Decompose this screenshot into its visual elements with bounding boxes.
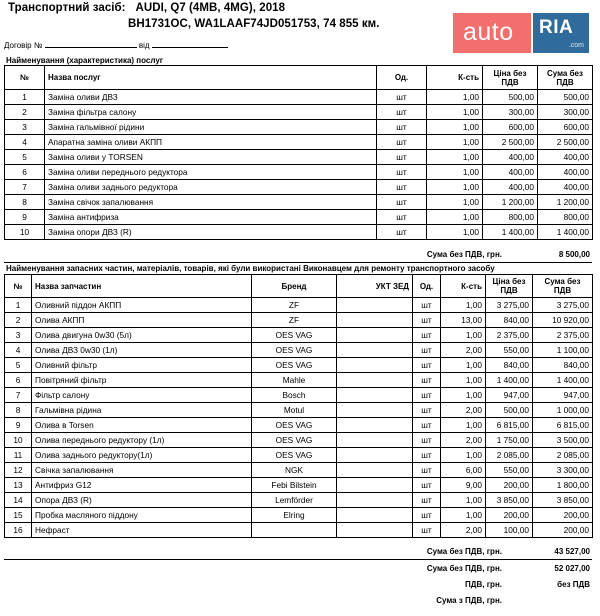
parts-cell-price: 947,00	[486, 388, 533, 403]
parts-cell-brand: OES VAG	[252, 328, 337, 343]
parts-cell-qty: 1,00	[441, 508, 486, 523]
services-total	[0, 250, 592, 262]
parts-cell-brand: ZF	[252, 313, 337, 328]
parts-col-qty-header: К-сть	[441, 275, 486, 298]
services-cell-num: 6	[5, 165, 45, 180]
parts-cell-brand: Febi Bilstein	[252, 478, 337, 493]
services-cell-name: Заміна оливи ДВЗ	[45, 90, 377, 105]
parts-cell-name: Пробка масляного піддону	[32, 508, 252, 523]
services-cell-num: 2	[5, 105, 45, 120]
table-row	[5, 448, 593, 463]
table-row	[5, 478, 593, 493]
services-cell-unit: шт	[377, 180, 427, 195]
parts-cell-unit: шт	[413, 388, 441, 403]
services-total-value: 8 500,00	[558, 250, 590, 259]
parts-cell-sum: 947,00	[533, 388, 593, 403]
logo-com-text: .com	[568, 42, 584, 49]
parts-cell-brand: OES VAG	[252, 448, 337, 463]
summary-row-net	[0, 564, 592, 576]
parts-cell-sum: 2 375,00	[533, 328, 593, 343]
parts-cell-num: 9	[5, 418, 32, 433]
parts-total-label: Сума без ПДВ, грн.	[426, 547, 502, 556]
services-cell-name: Заміна гальмівної рідини	[45, 120, 377, 135]
col-sum-header: Сума без ПДВ	[538, 66, 593, 90]
services-cell-sum: 400,00	[538, 150, 593, 165]
parts-cell-unit: шт	[413, 418, 441, 433]
services-cell-num: 4	[5, 135, 45, 150]
parts-cell-num: 6	[5, 373, 32, 388]
parts-cell-num: 15	[5, 508, 32, 523]
parts-cell-unit: шт	[413, 343, 441, 358]
parts-cell-sum: 1 800,00	[533, 478, 593, 493]
parts-cell-brand: OES VAG	[252, 358, 337, 373]
services-cell-price: 400,00	[483, 150, 538, 165]
parts-cell-num: 11	[5, 448, 32, 463]
services-cell-num: 5	[5, 150, 45, 165]
parts-col-brand-header: Бренд	[252, 275, 337, 298]
contract-number-label: Договір №	[4, 41, 43, 50]
parts-cell-ukt	[337, 508, 413, 523]
services-cell-unit: шт	[377, 105, 427, 120]
services-cell-sum: 1 400,00	[538, 225, 593, 240]
parts-cell-brand: ZF	[252, 298, 337, 313]
parts-cell-ukt	[337, 373, 413, 388]
services-cell-price: 1 200,00	[483, 195, 538, 210]
vehicle-label: Транспортний засіб:	[8, 2, 126, 14]
parts-cell-unit: шт	[413, 523, 441, 538]
parts-cell-name: Свічка запалювання	[32, 463, 252, 478]
parts-cell-sum: 3 850,00	[533, 493, 593, 508]
parts-cell-price: 1 750,00	[486, 433, 533, 448]
services-cell-qty: 1,00	[427, 165, 483, 180]
table-row	[5, 433, 593, 448]
services-cell-sum: 1 200,00	[538, 195, 593, 210]
summary-net-value: 52 027,00	[554, 564, 590, 573]
parts-cell-qty: 2,00	[441, 433, 486, 448]
services-cell-num: 10	[5, 225, 45, 240]
services-cell-unit: шт	[377, 90, 427, 105]
parts-cell-num: 14	[5, 493, 32, 508]
col-qty-header: К-сть	[427, 66, 483, 90]
table-row	[5, 403, 593, 418]
parts-section-title: Найменування запасних частин, матеріалів, товарів, які були використані Виконавцем для ремонту транспортного засобу	[6, 264, 495, 273]
table-row	[5, 523, 593, 538]
parts-cell-sum: 3 300,00	[533, 463, 593, 478]
table-row	[5, 328, 593, 343]
parts-col-ukt-header: УКТ ЗЕД	[337, 275, 413, 298]
services-cell-price: 2 500,00	[483, 135, 538, 150]
parts-cell-brand: OES VAG	[252, 433, 337, 448]
services-cell-qty: 1,00	[427, 225, 483, 240]
logo-auto-text: auto	[453, 13, 531, 53]
parts-cell-qty: 1,00	[441, 493, 486, 508]
parts-cell-price: 840,00	[486, 313, 533, 328]
vehicle-model: AUDI, Q7 (4MB, 4MG), 2018	[135, 2, 286, 14]
parts-col-name-header: Назва запчастин	[32, 275, 252, 298]
col-unit-header: Од.	[377, 66, 427, 90]
parts-cell-qty: 1,00	[441, 388, 486, 403]
services-cell-sum: 600,00	[538, 120, 593, 135]
summary-vat-label: ПДВ, грн.	[465, 580, 502, 589]
parts-cell-brand: OES VAG	[252, 343, 337, 358]
parts-cell-num: 2	[5, 313, 32, 328]
parts-cell-name: Олива ДВЗ 0w30 (1л)	[32, 343, 252, 358]
services-cell-name: Заміна фільтра салону	[45, 105, 377, 120]
services-cell-name: Заміна опори ДВЗ (R)	[45, 225, 377, 240]
parts-cell-qty: 6,00	[441, 463, 486, 478]
parts-cell-sum: 1 000,00	[533, 403, 593, 418]
parts-cell-brand: NGK	[252, 463, 337, 478]
parts-cell-qty: 9,00	[441, 478, 486, 493]
table-row	[5, 180, 593, 195]
table-row	[5, 165, 593, 180]
table-row	[5, 388, 593, 403]
parts-cell-qty: 1,00	[441, 448, 486, 463]
services-cell-sum: 2 500,00	[538, 135, 593, 150]
services-cell-unit: шт	[377, 225, 427, 240]
parts-cell-name: Повітряний фільтр	[32, 373, 252, 388]
services-cell-price: 500,00	[483, 90, 538, 105]
parts-cell-unit: шт	[413, 358, 441, 373]
parts-cell-unit: шт	[413, 433, 441, 448]
parts-cell-ukt	[337, 463, 413, 478]
table-row	[5, 150, 593, 165]
summary-gross-label: Сума з ПДВ, грн.	[436, 596, 502, 605]
services-cell-unit: шт	[377, 195, 427, 210]
table-row	[5, 463, 593, 478]
parts-cell-price: 550,00	[486, 463, 533, 478]
parts-total-rule	[4, 559, 592, 560]
table-row	[5, 120, 593, 135]
parts-cell-name: Фільтр салону	[32, 388, 252, 403]
parts-cell-unit: шт	[413, 403, 441, 418]
parts-cell-sum: 3 275,00	[533, 298, 593, 313]
parts-cell-num: 10	[5, 433, 32, 448]
parts-cell-unit: шт	[413, 328, 441, 343]
parts-cell-name: Опора ДВЗ (R)	[32, 493, 252, 508]
services-cell-num: 1	[5, 90, 45, 105]
parts-cell-price: 200,00	[486, 508, 533, 523]
services-cell-unit: шт	[377, 210, 427, 225]
parts-cell-ukt	[337, 313, 413, 328]
parts-cell-name: Олива двигуна 0w30 (5л)	[32, 328, 252, 343]
services-cell-price: 600,00	[483, 120, 538, 135]
parts-cell-price: 100,00	[486, 523, 533, 538]
services-cell-num: 3	[5, 120, 45, 135]
table-row	[5, 373, 593, 388]
parts-cell-num: 5	[5, 358, 32, 373]
table-row	[5, 90, 593, 105]
parts-cell-sum: 2 085,00	[533, 448, 593, 463]
services-cell-sum: 500,00	[538, 90, 593, 105]
vehicle-line	[8, 2, 285, 14]
parts-cell-ukt	[337, 448, 413, 463]
parts-cell-ukt	[337, 328, 413, 343]
parts-col-sum-header: Сума без ПДВ	[533, 275, 593, 298]
parts-header-row	[5, 275, 593, 298]
table-row	[5, 195, 593, 210]
col-num-header: №	[5, 66, 45, 90]
parts-cell-qty: 2,00	[441, 403, 486, 418]
logo-ria-text: RIA	[539, 17, 574, 38]
parts-cell-price: 840,00	[486, 358, 533, 373]
parts-cell-sum: 3 500,00	[533, 433, 593, 448]
parts-cell-price: 2 085,00	[486, 448, 533, 463]
table-row	[5, 313, 593, 328]
parts-cell-qty: 1,00	[441, 373, 486, 388]
table-row	[5, 508, 593, 523]
services-cell-name: Заміна оливи у TORSEN	[45, 150, 377, 165]
parts-cell-ukt	[337, 523, 413, 538]
table-row	[5, 225, 593, 240]
parts-col-unit-header: Од.	[413, 275, 441, 298]
services-cell-num: 9	[5, 210, 45, 225]
parts-cell-unit: шт	[413, 508, 441, 523]
services-cell-qty: 1,00	[427, 135, 483, 150]
parts-cell-ukt	[337, 298, 413, 313]
services-cell-unit: шт	[377, 150, 427, 165]
services-cell-sum: 800,00	[538, 210, 593, 225]
parts-cell-ukt	[337, 388, 413, 403]
parts-cell-price: 3 850,00	[486, 493, 533, 508]
services-cell-num: 8	[5, 195, 45, 210]
parts-cell-name: Оливний піддон АКПП	[32, 298, 252, 313]
parts-cell-brand	[252, 523, 337, 538]
summary-vat-value: без ПДВ	[557, 580, 590, 589]
parts-cell-unit: шт	[413, 298, 441, 313]
parts-cell-unit: шт	[413, 313, 441, 328]
auto-ria-logo	[453, 13, 589, 53]
summary-net-label: Сума без ПДВ, грн.	[426, 564, 502, 573]
parts-cell-sum: 1 400,00	[533, 373, 593, 388]
services-cell-name: Заміна свічок запалювання	[45, 195, 377, 210]
services-cell-unit: шт	[377, 120, 427, 135]
contract-date-blank	[152, 40, 228, 48]
parts-cell-price: 1 400,00	[486, 373, 533, 388]
table-row	[5, 105, 593, 120]
parts-cell-unit: шт	[413, 463, 441, 478]
parts-cell-brand: Motul	[252, 403, 337, 418]
services-cell-price: 800,00	[483, 210, 538, 225]
services-cell-price: 400,00	[483, 180, 538, 195]
parts-cell-num: 7	[5, 388, 32, 403]
parts-cell-sum: 6 815,00	[533, 418, 593, 433]
parts-cell-name: Оливний фільтр	[32, 358, 252, 373]
parts-cell-ukt	[337, 418, 413, 433]
parts-cell-sum: 1 100,00	[533, 343, 593, 358]
services-total-rule	[4, 262, 592, 263]
services-cell-price: 1 400,00	[483, 225, 538, 240]
parts-cell-name: Нефраст	[32, 523, 252, 538]
parts-col-price-header: Ціна без ПДВ	[486, 275, 533, 298]
table-row	[5, 135, 593, 150]
col-price-header: Ціна без ПДВ	[483, 66, 538, 90]
parts-cell-brand: Bosch	[252, 388, 337, 403]
parts-cell-sum: 200,00	[533, 523, 593, 538]
services-cell-price: 400,00	[483, 165, 538, 180]
services-header-row	[5, 66, 593, 90]
summary-row-vat	[0, 580, 592, 592]
parts-cell-num: 16	[5, 523, 32, 538]
services-cell-name: Заміна оливи заднього редуктора	[45, 180, 377, 195]
parts-cell-price: 6 815,00	[486, 418, 533, 433]
services-table	[4, 65, 593, 240]
parts-cell-brand: OES VAG	[252, 418, 337, 433]
parts-cell-name: Олива АКПП	[32, 313, 252, 328]
parts-cell-num: 8	[5, 403, 32, 418]
contract-line	[4, 40, 228, 50]
services-section-title: Найменування (характеристика) послуг	[6, 56, 164, 65]
parts-cell-brand: Mahle	[252, 373, 337, 388]
parts-cell-ukt	[337, 358, 413, 373]
parts-cell-num: 12	[5, 463, 32, 478]
parts-cell-qty: 13,00	[441, 313, 486, 328]
parts-cell-brand: Elring	[252, 508, 337, 523]
services-cell-qty: 1,00	[427, 210, 483, 225]
parts-cell-ukt	[337, 343, 413, 358]
parts-cell-qty: 2,00	[441, 343, 486, 358]
services-total-label: Сума без ПДВ, грн.	[426, 250, 502, 259]
parts-cell-sum: 10 920,00	[533, 313, 593, 328]
parts-col-num-header: №	[5, 275, 32, 298]
parts-cell-ukt	[337, 403, 413, 418]
parts-cell-brand: Lemförder	[252, 493, 337, 508]
parts-cell-ukt	[337, 493, 413, 508]
parts-cell-name: Гальмівна рідина	[32, 403, 252, 418]
services-cell-sum: 400,00	[538, 180, 593, 195]
services-cell-qty: 1,00	[427, 105, 483, 120]
parts-total-value: 43 527,00	[554, 547, 590, 556]
logo-ria-block	[533, 13, 589, 53]
parts-cell-price: 550,00	[486, 343, 533, 358]
parts-cell-name: Олива переднього редуктору (1л)	[32, 433, 252, 448]
table-row	[5, 343, 593, 358]
parts-cell-unit: шт	[413, 448, 441, 463]
table-row	[5, 210, 593, 225]
parts-cell-unit: шт	[413, 373, 441, 388]
table-row	[5, 358, 593, 373]
vehicle-details: BH1731OC, WA1LAAF74JD051753, 74 855 км.	[128, 18, 380, 30]
parts-cell-price: 200,00	[486, 478, 533, 493]
parts-cell-price: 3 275,00	[486, 298, 533, 313]
services-cell-qty: 1,00	[427, 90, 483, 105]
services-cell-price: 300,00	[483, 105, 538, 120]
services-cell-sum: 400,00	[538, 165, 593, 180]
services-cell-qty: 1,00	[427, 180, 483, 195]
summary-row-gross	[0, 596, 592, 608]
parts-cell-num: 4	[5, 343, 32, 358]
contract-date-label: від	[138, 41, 150, 50]
parts-cell-num: 1	[5, 298, 32, 313]
parts-cell-price: 2 375,00	[486, 328, 533, 343]
parts-cell-qty: 1,00	[441, 358, 486, 373]
services-cell-qty: 1,00	[427, 120, 483, 135]
services-cell-name: Заміна антифриза	[45, 210, 377, 225]
parts-cell-sum: 200,00	[533, 508, 593, 523]
parts-total	[0, 547, 592, 559]
services-cell-num: 7	[5, 180, 45, 195]
parts-cell-sum: 840,00	[533, 358, 593, 373]
services-cell-name: Заміна оливи переднього редуктора	[45, 165, 377, 180]
col-name-header: Назва послуг	[45, 66, 377, 90]
parts-cell-ukt	[337, 433, 413, 448]
table-row	[5, 418, 593, 433]
parts-cell-num: 13	[5, 478, 32, 493]
parts-cell-name: Антифриз G12	[32, 478, 252, 493]
parts-cell-unit: шт	[413, 493, 441, 508]
parts-table	[4, 274, 593, 538]
services-cell-qty: 1,00	[427, 150, 483, 165]
parts-cell-qty: 1,00	[441, 418, 486, 433]
parts-cell-name: Олива в Torsen	[32, 418, 252, 433]
parts-cell-name: Олива заднього редуктору(1л)	[32, 448, 252, 463]
services-cell-unit: шт	[377, 135, 427, 150]
parts-cell-qty: 2,00	[441, 523, 486, 538]
parts-cell-unit: шт	[413, 478, 441, 493]
parts-cell-ukt	[337, 478, 413, 493]
table-row	[5, 298, 593, 313]
contract-number-blank	[45, 40, 137, 48]
parts-cell-num: 3	[5, 328, 32, 343]
parts-cell-qty: 1,00	[441, 328, 486, 343]
services-cell-name: Апаратна заміна оливи АКПП	[45, 135, 377, 150]
parts-cell-qty: 1,00	[441, 298, 486, 313]
services-cell-sum: 300,00	[538, 105, 593, 120]
services-cell-unit: шт	[377, 165, 427, 180]
parts-cell-price: 500,00	[486, 403, 533, 418]
services-cell-qty: 1,00	[427, 195, 483, 210]
table-row	[5, 493, 593, 508]
